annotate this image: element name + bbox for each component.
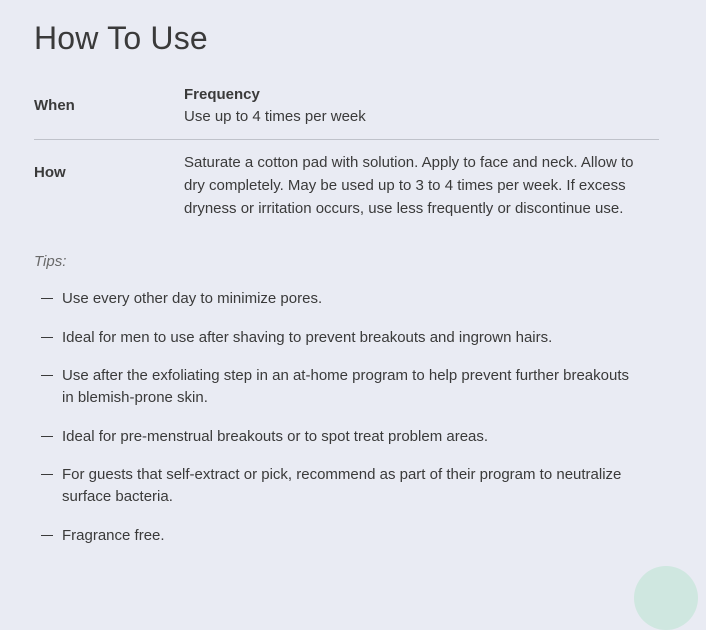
tip-text-continued: in blemish-prone skin. [62,389,208,406]
when-content [184,84,659,128]
how-text-line-2: dry completely. May be used up to 3 to 4 times per week. If excess [184,177,626,194]
dash-icon [41,298,53,299]
tips-list [34,288,659,563]
tips-heading: Tips: [34,253,67,270]
how-content [184,151,659,220]
when-row [34,84,659,140]
tip-text: Ideal for pre-menstrual breakouts or to spot treat problem areas. [62,427,489,445]
chat-bubble-button[interactable] [634,566,698,630]
tip-text: Use every other day to minimize pores. [62,290,323,307]
page-title: How To Use [34,20,208,56]
frequency-heading: Frequency [184,86,260,103]
how-text-line-3: dryness or irritation occurs, use less frequently or discontinue use. [184,200,624,217]
when-label: When [34,97,75,114]
tip-text: Fragrance free. [62,526,165,544]
dash-icon [41,337,53,338]
dash-icon [41,375,53,376]
tip-item [34,288,659,310]
tip-item [34,464,659,508]
dash-icon [41,436,53,437]
how-text-line-1: Saturate a cotton pad with solution. Apply to face and neck. Allow to [184,154,634,171]
tip-text-continued: surface bacteria. [62,488,173,505]
dash-icon [41,474,53,475]
tip-text: Ideal for men to use after shaving to prevent breakouts and ingrown hairs. [62,328,553,346]
dash-icon [41,535,53,536]
tip-text: For guests that self-extract or pick, recommend as part of their program to neutralize [62,466,622,483]
frequency-value: Use up to 4 times per week [184,108,366,125]
how-label: How [34,164,66,181]
tip-text: Use after the exfoliating step in an at-home program to help prevent further breakouts [62,367,629,384]
tip-item [34,525,659,547]
tip-item [34,327,659,349]
tip-item [34,426,659,448]
how-row [34,151,659,221]
tip-item [34,365,659,409]
